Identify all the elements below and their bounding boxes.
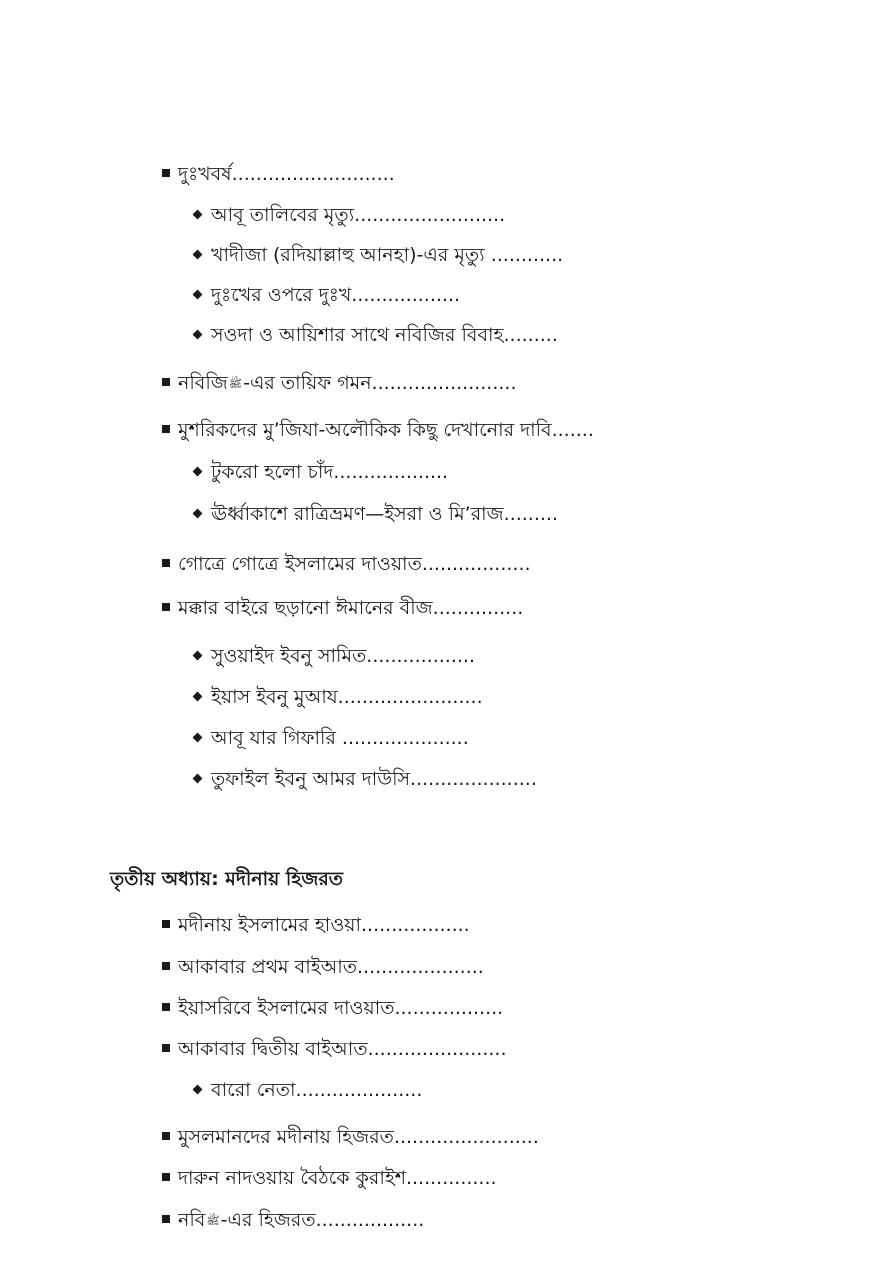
toc-entry-label-prefix: নবি [178,1209,206,1231]
toc-entry-label: আবূ তালিবের মৃত্যু......................... [211,204,506,226]
toc-entry-label: মুশরিকদের মু’জিযা-অলৌকিক কিছু দেখানোর দাবি....... [178,419,594,441]
square-bullet-icon [162,1132,170,1140]
toc-entry-label: বারো নেতা..................... [211,1079,423,1101]
square-bullet-icon [162,1044,170,1052]
diamond-bullet-icon [193,330,203,340]
toc-entry-label-prefix: নবিজি [178,372,228,394]
salutation-glyph: ﷺ [206,1214,220,1227]
toc-subentry-iyas[interactable] [193,684,483,710]
diamond-bullet-icon [193,467,203,477]
toc-subentry-isra-miraj[interactable] [193,501,558,527]
toc-entry-gotre-dawat[interactable] [162,551,531,577]
square-bullet-icon [162,962,170,970]
toc-entry-label: টুকরো হলো চাঁদ................... [211,461,449,483]
toc-subentry-khadija[interactable] [193,242,563,268]
toc-entry-label: ইয়াস ইবনু মুআয........................ [211,686,483,708]
toc-entry-madina-hawa[interactable] [162,912,470,938]
toc-entry-label: মুসলমানদের মদীনায় হিজরত........................ [178,1126,539,1148]
toc-subentry-baro-neta[interactable] [193,1077,422,1103]
toc-entry-label: গোত্রে গোত্রে ইসলামের দাওয়াত.................. [178,553,531,575]
square-bullet-icon [162,603,170,611]
toc-subentry-moon-split[interactable] [193,459,448,485]
toc-entry-label: মদীনায় ইসলামের হাওয়া.................. [178,914,470,936]
toc-entry-label: সুওয়াইদ ইবনু সামিত.................. [211,645,475,667]
toc-subentry-sawda-aisha[interactable] [193,322,558,348]
diamond-bullet-icon [193,1085,203,1095]
toc-entry-nabi-hijrat[interactable] [162,1207,424,1233]
diamond-bullet-icon [193,509,203,519]
toc-subentry-abu-talib[interactable] [193,202,505,228]
toc-entry-muslim-hijrat[interactable] [162,1124,539,1150]
square-bullet-icon [162,1173,170,1181]
toc-entry-darun-nadwa[interactable] [162,1165,497,1191]
toc-entry-label: খাদীজা (রদিয়াল্লাহু আনহা)-এর মৃত্যু ............ [211,244,564,266]
toc-entry-second-bayah[interactable] [162,1036,507,1062]
toc-entry-taif[interactable] [162,370,517,396]
square-bullet-icon [162,1215,170,1223]
square-bullet-icon [162,169,170,177]
diamond-bullet-icon [193,692,203,702]
diamond-bullet-icon [193,290,203,300]
toc-entry-label: দুঃখবর্ষ........................... [178,163,395,185]
square-bullet-icon [162,920,170,928]
diamond-bullet-icon [193,250,203,260]
toc-subentry-suwaid[interactable] [193,643,475,669]
toc-entry-label: সওদা ও আয়িশার সাথে নবিজির বিবাহ......... [211,324,558,346]
chapter-heading: তৃতীয় অধ্যায়: মদীনায় হিজরত [110,868,344,890]
toc-entry-label: আবূ যার গিফারি ..................... [211,727,469,749]
toc-entry-imaner-bij[interactable] [162,595,523,621]
toc-entry-label-suffix: -এর হিজরত.................. [220,1209,425,1231]
diamond-bullet-icon [193,733,203,743]
toc-subentry-dukher-opore-dukh[interactable] [193,282,460,308]
square-bullet-icon [162,559,170,567]
toc-subentry-tufail[interactable] [193,766,537,792]
toc-entry-label: আকাবার প্রথম বাইআত..................... [178,956,484,978]
toc-entry-label: আকাবার দ্বিতীয় বাইআত....................... [178,1038,507,1060]
square-bullet-icon [162,425,170,433]
toc-entry-yathrib-dawat[interactable] [162,995,503,1021]
square-bullet-icon [162,1003,170,1011]
square-bullet-icon [162,378,170,386]
toc-entry-label: দুঃখের ওপরে দুঃখ.................. [211,284,461,306]
toc-entry-dukhobarsho[interactable] [162,161,395,187]
toc-subentry-abu-dhar[interactable] [193,725,469,751]
toc-entry-label-suffix: -এর তায়িফ গমন........................ [243,372,517,394]
diamond-bullet-icon [193,774,203,784]
toc-entry-label: ইয়াসরিবে ইসলামের দাওয়াত.................. [178,997,504,1019]
diamond-bullet-icon [193,210,203,220]
toc-entry-mujiza[interactable] [162,417,594,443]
toc-entry-label: ঊর্ধ্বাকাশে রাত্রিভ্রমণ—ইসরা ও মি’রাজ......... [211,503,559,525]
toc-entry-first-bayah[interactable] [162,954,484,980]
diamond-bullet-icon [193,651,203,661]
toc-entry-label: মক্কার বাইরে ছড়ানো ঈমানের বীজ............... [178,597,524,619]
toc-entry-label: দারুন নাদওয়ায় বৈঠকে কুরাইশ............... [178,1167,497,1189]
salutation-glyph: ﷺ [228,377,243,390]
toc-entry-label: তুফাইল ইবনু আমর দাউসি..................... [211,768,537,790]
